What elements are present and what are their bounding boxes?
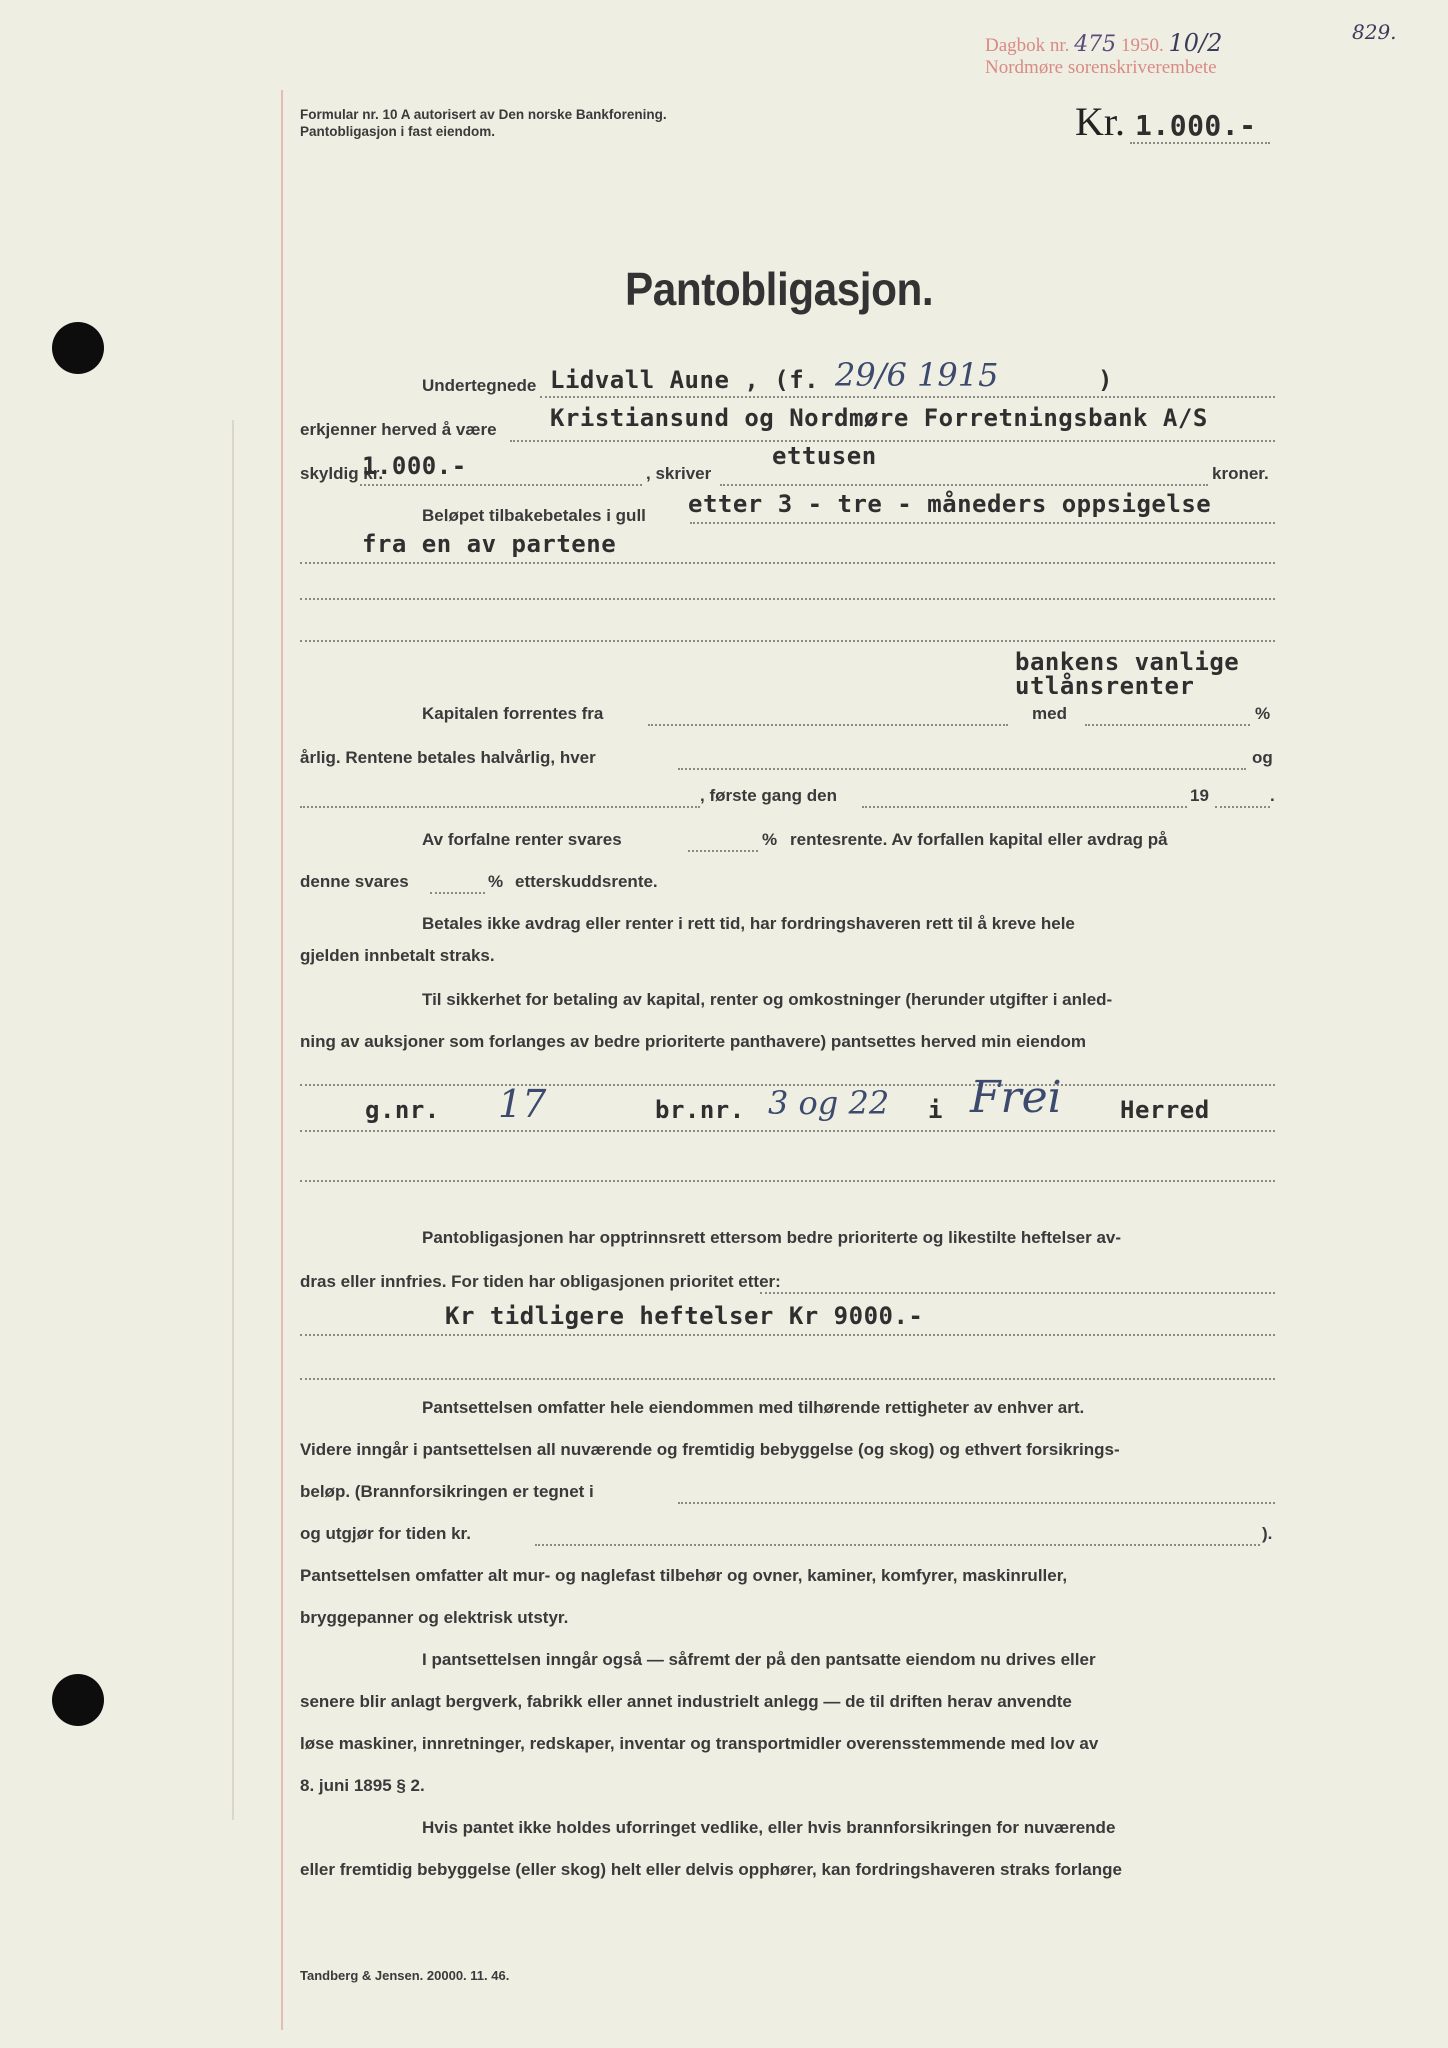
erkjenner-line xyxy=(510,440,1275,442)
belopet-line-4 xyxy=(300,640,1275,642)
arlig-label: årlig. Rentene betales halvårlig, hver xyxy=(300,748,596,767)
brnr-value: 3 og 22 xyxy=(768,1084,890,1122)
body-line3: beløp. (Brannforsikringen er tegnet i xyxy=(300,1482,594,1501)
p2-line2: gjelden innbetalt straks. xyxy=(300,946,495,965)
document-title: Pantobligasjon. xyxy=(625,263,934,315)
body-line1: Pantsettelsen omfatter hele eiendommen med tilhørende rettigheter av enhver art. xyxy=(422,1398,1085,1417)
stamp-prefix: Dagbok nr. xyxy=(985,35,1070,56)
erkjenner-label: erkjenner herved å være xyxy=(300,420,497,439)
p1b-text1: denne svares xyxy=(300,872,409,891)
undertegnede-line xyxy=(540,396,1275,398)
stamp-date: 10/2 xyxy=(1168,29,1223,57)
body-line2: Videre inngår i pantsettelsen all nuværende og fremtidig bebyggelse (og skog) og ethvert forsikrings- xyxy=(300,1440,1120,1459)
p3-line1: Til sikkerhet for betaling av kapital, renter og omkostninger (herunder utgifter i anled- xyxy=(422,990,1113,1009)
brann-line xyxy=(678,1502,1275,1504)
undertegnede-label: Undertegnede xyxy=(422,376,537,395)
arlig-line xyxy=(678,768,1246,770)
priority-line-b xyxy=(300,1334,1275,1336)
belopet-line-3 xyxy=(300,598,1275,600)
og-label: og xyxy=(1252,748,1273,767)
birth-close: ) xyxy=(1098,366,1113,394)
forste-line xyxy=(862,806,1187,808)
body-line6: bryggepanner og elektrisk utstyr. xyxy=(300,1608,569,1627)
belopet-label: Beløpet tilbakebetales i gull xyxy=(422,506,646,525)
amount-line xyxy=(1130,142,1270,144)
skriver-value: ettusen xyxy=(772,442,877,470)
year-period: . xyxy=(1270,786,1275,805)
kapitalen-label: Kapitalen forrentes fra xyxy=(422,704,604,723)
punch-hole-bottom xyxy=(52,1674,104,1726)
skriver-label: , skriver xyxy=(646,464,712,483)
priority-line-a xyxy=(760,1292,1275,1294)
form-note-line2: Pantobligasjon i fast eiendom. xyxy=(300,124,496,139)
body-line11: Hvis pantet ikke holdes uforringet vedlike, eller hvis brannforsikringen for nuværende xyxy=(422,1818,1116,1837)
body-line4a: og utgjør for tiden kr. xyxy=(300,1524,471,1543)
p1b-line xyxy=(430,892,485,894)
printer-footer: Tandberg & Jensen. 20000. 11. 46. xyxy=(300,1968,510,1983)
forste-pre-line xyxy=(300,806,700,808)
skyldig-value: 1.000.- xyxy=(362,452,467,480)
form-note-line1: Formular nr. 10 A autorisert av Den norske Bankforening. xyxy=(300,107,667,122)
body-line8: senere blir anlagt bergverk, fabrikk eller annet industrielt anlegg — de til driften herav anvendte xyxy=(300,1692,1072,1711)
belopet-line xyxy=(690,522,1275,524)
margin-rule xyxy=(281,90,283,2030)
skriver-line xyxy=(720,484,1208,486)
gnr-value: 17 xyxy=(498,1082,547,1126)
body-line12: eller fremtidig bebyggelse (eller skog) helt eller delvis opphører, kan fordringshaveren straks forlange xyxy=(300,1860,1122,1879)
med-line xyxy=(1085,724,1250,726)
punch-hole-top xyxy=(52,322,104,374)
page-number: 829. xyxy=(1352,20,1397,44)
year-line xyxy=(1215,806,1270,808)
priority-line-c xyxy=(300,1378,1275,1380)
faint-fold-line xyxy=(232,420,234,1820)
body-line10: 8. juni 1895 § 2. xyxy=(300,1776,425,1795)
creditor-name: Kristiansund og Nordmøre Forretningsbank A/S xyxy=(550,404,1208,432)
municipality: Frei xyxy=(970,1072,1062,1123)
p1a-percent: % xyxy=(762,830,778,849)
body-line9: løse maskiner, innretninger, redskaper, inventar og transportmidler overensstemmende med lov av xyxy=(300,1734,1099,1753)
priority-line1: Pantobligasjonen har opptrinnsrett ettersom bedre prioriterte og likestilte heftelser av- xyxy=(422,1228,1122,1247)
p1b-percent: % xyxy=(488,872,504,891)
i-label: i xyxy=(928,1096,943,1124)
priority-line2: dras eller innfries. For tiden har obligasjonen prioritet etter: xyxy=(300,1272,781,1291)
debtor-name: Lidvall Aune , (f. xyxy=(550,366,820,394)
amount-value: 1.000.- xyxy=(1135,109,1257,142)
debtor-birth-date: 29/6 1915 xyxy=(835,356,999,394)
utgjor-line xyxy=(535,1544,1260,1546)
interest-rate-1: bankens vanlige xyxy=(1015,648,1240,676)
kroner-label: kroner. xyxy=(1212,464,1269,483)
body-line4b: ). xyxy=(1262,1524,1273,1543)
gnr-label: g.nr. xyxy=(365,1096,440,1124)
year-label: 19 xyxy=(1190,786,1209,805)
property-line-2 xyxy=(300,1130,1275,1132)
amount-prefix: Kr. xyxy=(1075,99,1125,144)
repayment-terms-2: fra en av partene xyxy=(362,530,617,558)
p3-line2: ning av auksjoner som forlanges av bedre prioriterte panthavere) pantsettes herved min eiendom xyxy=(300,1032,1087,1051)
percent-sign: % xyxy=(1255,704,1271,723)
med-label: med xyxy=(1032,704,1067,723)
body-line5: Pantsettelsen omfatter alt mur- og naglefast tilbehør og ovner, kaminer, komfyrer, maskinruller, xyxy=(300,1566,1068,1585)
skyldig-label: skyldig kr. xyxy=(300,464,384,483)
stamp-year: 1950. xyxy=(1120,35,1164,56)
property-line-3 xyxy=(300,1180,1275,1182)
repayment-terms: etter 3 - tre - måneders oppsigelse xyxy=(688,490,1212,518)
p1b-text2: etterskuddsrente. xyxy=(515,872,658,891)
herred-label: Herred xyxy=(1120,1096,1210,1124)
p1a-text1: Av forfalne renter svares xyxy=(422,830,622,849)
stamp-number: 475 xyxy=(1074,32,1117,57)
priority-value: Kr tidligere heftelser Kr 9000.- xyxy=(445,1302,924,1330)
belopet-line-2 xyxy=(300,562,1275,564)
registry-stamp xyxy=(985,29,1223,79)
p1a-line xyxy=(688,850,758,852)
amount-heading xyxy=(1075,98,1257,145)
kapitalen-line xyxy=(648,724,1008,726)
interest-rate-2: utlånsrenter xyxy=(1015,672,1195,700)
p1a-text2: rentesrente. Av forfallen kapital eller avdrag på xyxy=(790,830,1168,849)
skyldig-line xyxy=(360,484,642,486)
stamp-line2: Nordmøre sorenskriverembete xyxy=(985,57,1217,78)
body-line7: I pantsettelsen inngår også — såfremt der på den pantsatte eiendom nu drives eller xyxy=(422,1650,1096,1669)
form-note xyxy=(300,106,667,140)
p2-line1: Betales ikke avdrag eller renter i rett tid, har fordringshaveren rett til å kreve hele xyxy=(422,914,1075,933)
forste-label: , første gang den xyxy=(700,786,837,805)
brnr-label: br.nr. xyxy=(655,1096,745,1124)
